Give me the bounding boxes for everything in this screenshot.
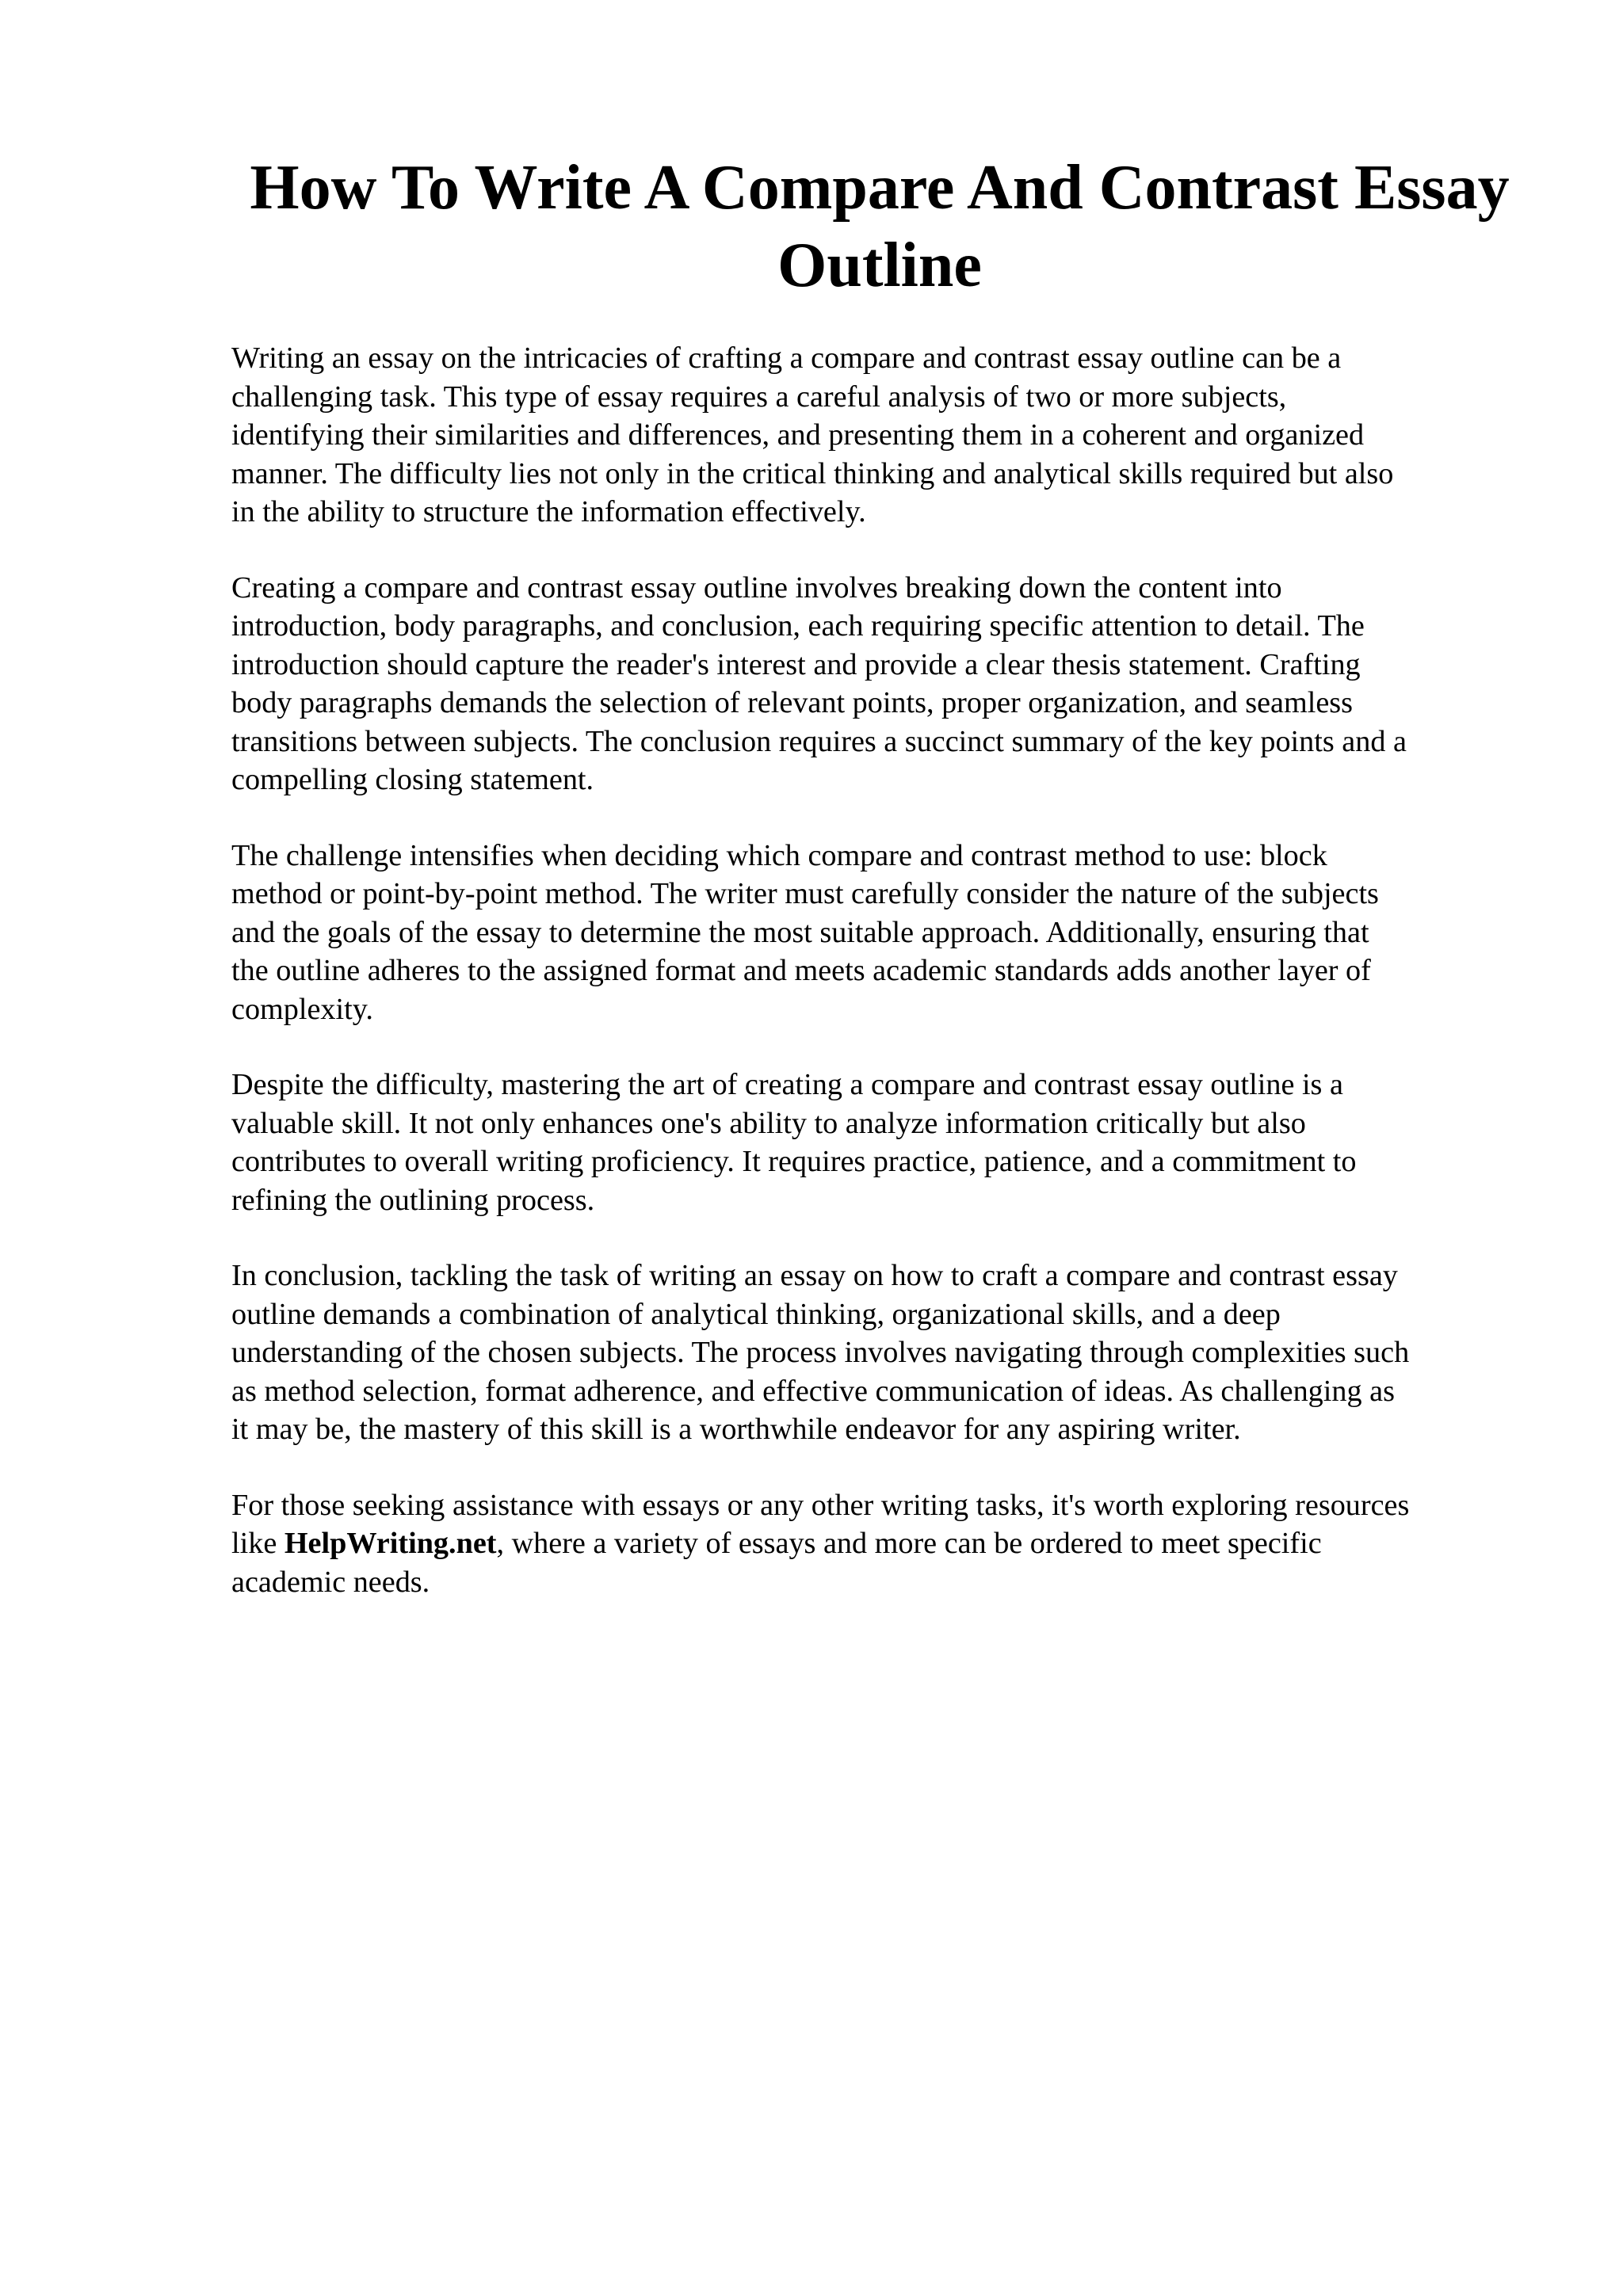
text-line: as method selection, format adherence, and effective communication of ideas. As challenging as <box>231 1374 1395 1408</box>
paragraph-closing <box>231 1486 1515 1602</box>
paragraph-5 <box>231 1257 1515 1449</box>
text-line: refining the outlining process. <box>231 1183 595 1217</box>
text-line: challenging task. This type of essay requires a careful analysis of two or more subjects, <box>231 379 1287 414</box>
text-line: valuable skill. It not only enhances one's ability to analyze information critically but also <box>231 1106 1306 1140</box>
text-line: manner. The difficulty lies not only in the critical thinking and analytical skills required but also <box>231 456 1394 490</box>
text-line: understanding of the chosen subjects. The process involves navigating through complexities such <box>231 1336 1410 1369</box>
paragraph-2 <box>231 569 1515 799</box>
text-line: introduction should capture the reader's interest and provide a clear thesis statement. Crafting <box>231 647 1361 681</box>
text-line: Creating a compare and contrast essay outline involves breaking down the content into <box>231 570 1282 605</box>
text-line: the outline adheres to the assigned format and meets academic standards adds another layer of <box>231 954 1371 987</box>
text-line: body paragraphs demands the selection of relevant points, proper organization, and seamless <box>231 686 1353 719</box>
text-line: introduction, body paragraphs, and conclusion, each requiring specific attention to detail. The <box>231 609 1365 643</box>
text-line: Despite the difficulty, mastering the art of creating a compare and contrast essay outline is a <box>231 1068 1343 1101</box>
text-line: in the ability to structure the information effectively. <box>231 495 866 528</box>
paragraph-3 <box>231 837 1515 1029</box>
text-line: Writing an essay on the intricacies of crafting a compare and contrast essay outline can be a <box>231 341 1342 375</box>
text-line: compelling closing statement. <box>231 763 594 796</box>
text-line: outline demands a combination of analytical thinking, organizational skills, and a deep <box>231 1297 1281 1331</box>
text-fragment: like <box>231 1527 285 1560</box>
text-fragment: , where a variety of essays and more can be ordered to meet specific <box>496 1527 1322 1560</box>
text-line: transitions between subjects. The conclusion requires a succinct summary of the key points and a <box>231 724 1407 758</box>
text-line: identifying their similarities and differences, and presenting them in a coherent and organized <box>231 418 1365 452</box>
text-line: and the goals of the essay to determine the most suitable approach. Additionally, ensuring that <box>231 915 1369 949</box>
paragraph-1 <box>231 339 1515 532</box>
page-title: How To Write A Compare And Contrast Essay Outline <box>250 153 1510 300</box>
text-line: academic needs. <box>231 1565 430 1599</box>
text-line: it may be, the mastery of this skill is a worthwhile endeavor for any aspiring writer. <box>231 1413 1241 1446</box>
text-line: method or point-by-point method. The writer must carefully consider the nature of the subjects <box>231 877 1379 910</box>
text-line: complexity. <box>231 992 373 1026</box>
helpwriting-link[interactable]: HelpWriting.net <box>284 1527 497 1560</box>
text-line: For those seeking assistance with essays or any other writing tasks, it's worth exploring resources <box>231 1488 1410 1522</box>
text-line: The challenge intensifies when deciding which compare and contrast method to use: block <box>231 838 1327 872</box>
paragraph-4 <box>231 1066 1515 1219</box>
essay-body <box>231 339 1515 1638</box>
text-line: In conclusion, tackling the task of writing an essay on how to craft a compare and contrast essay <box>231 1259 1398 1292</box>
text-line: contributes to overall writing proficiency. It requires practice, patience, and a commitment to <box>231 1145 1357 1178</box>
